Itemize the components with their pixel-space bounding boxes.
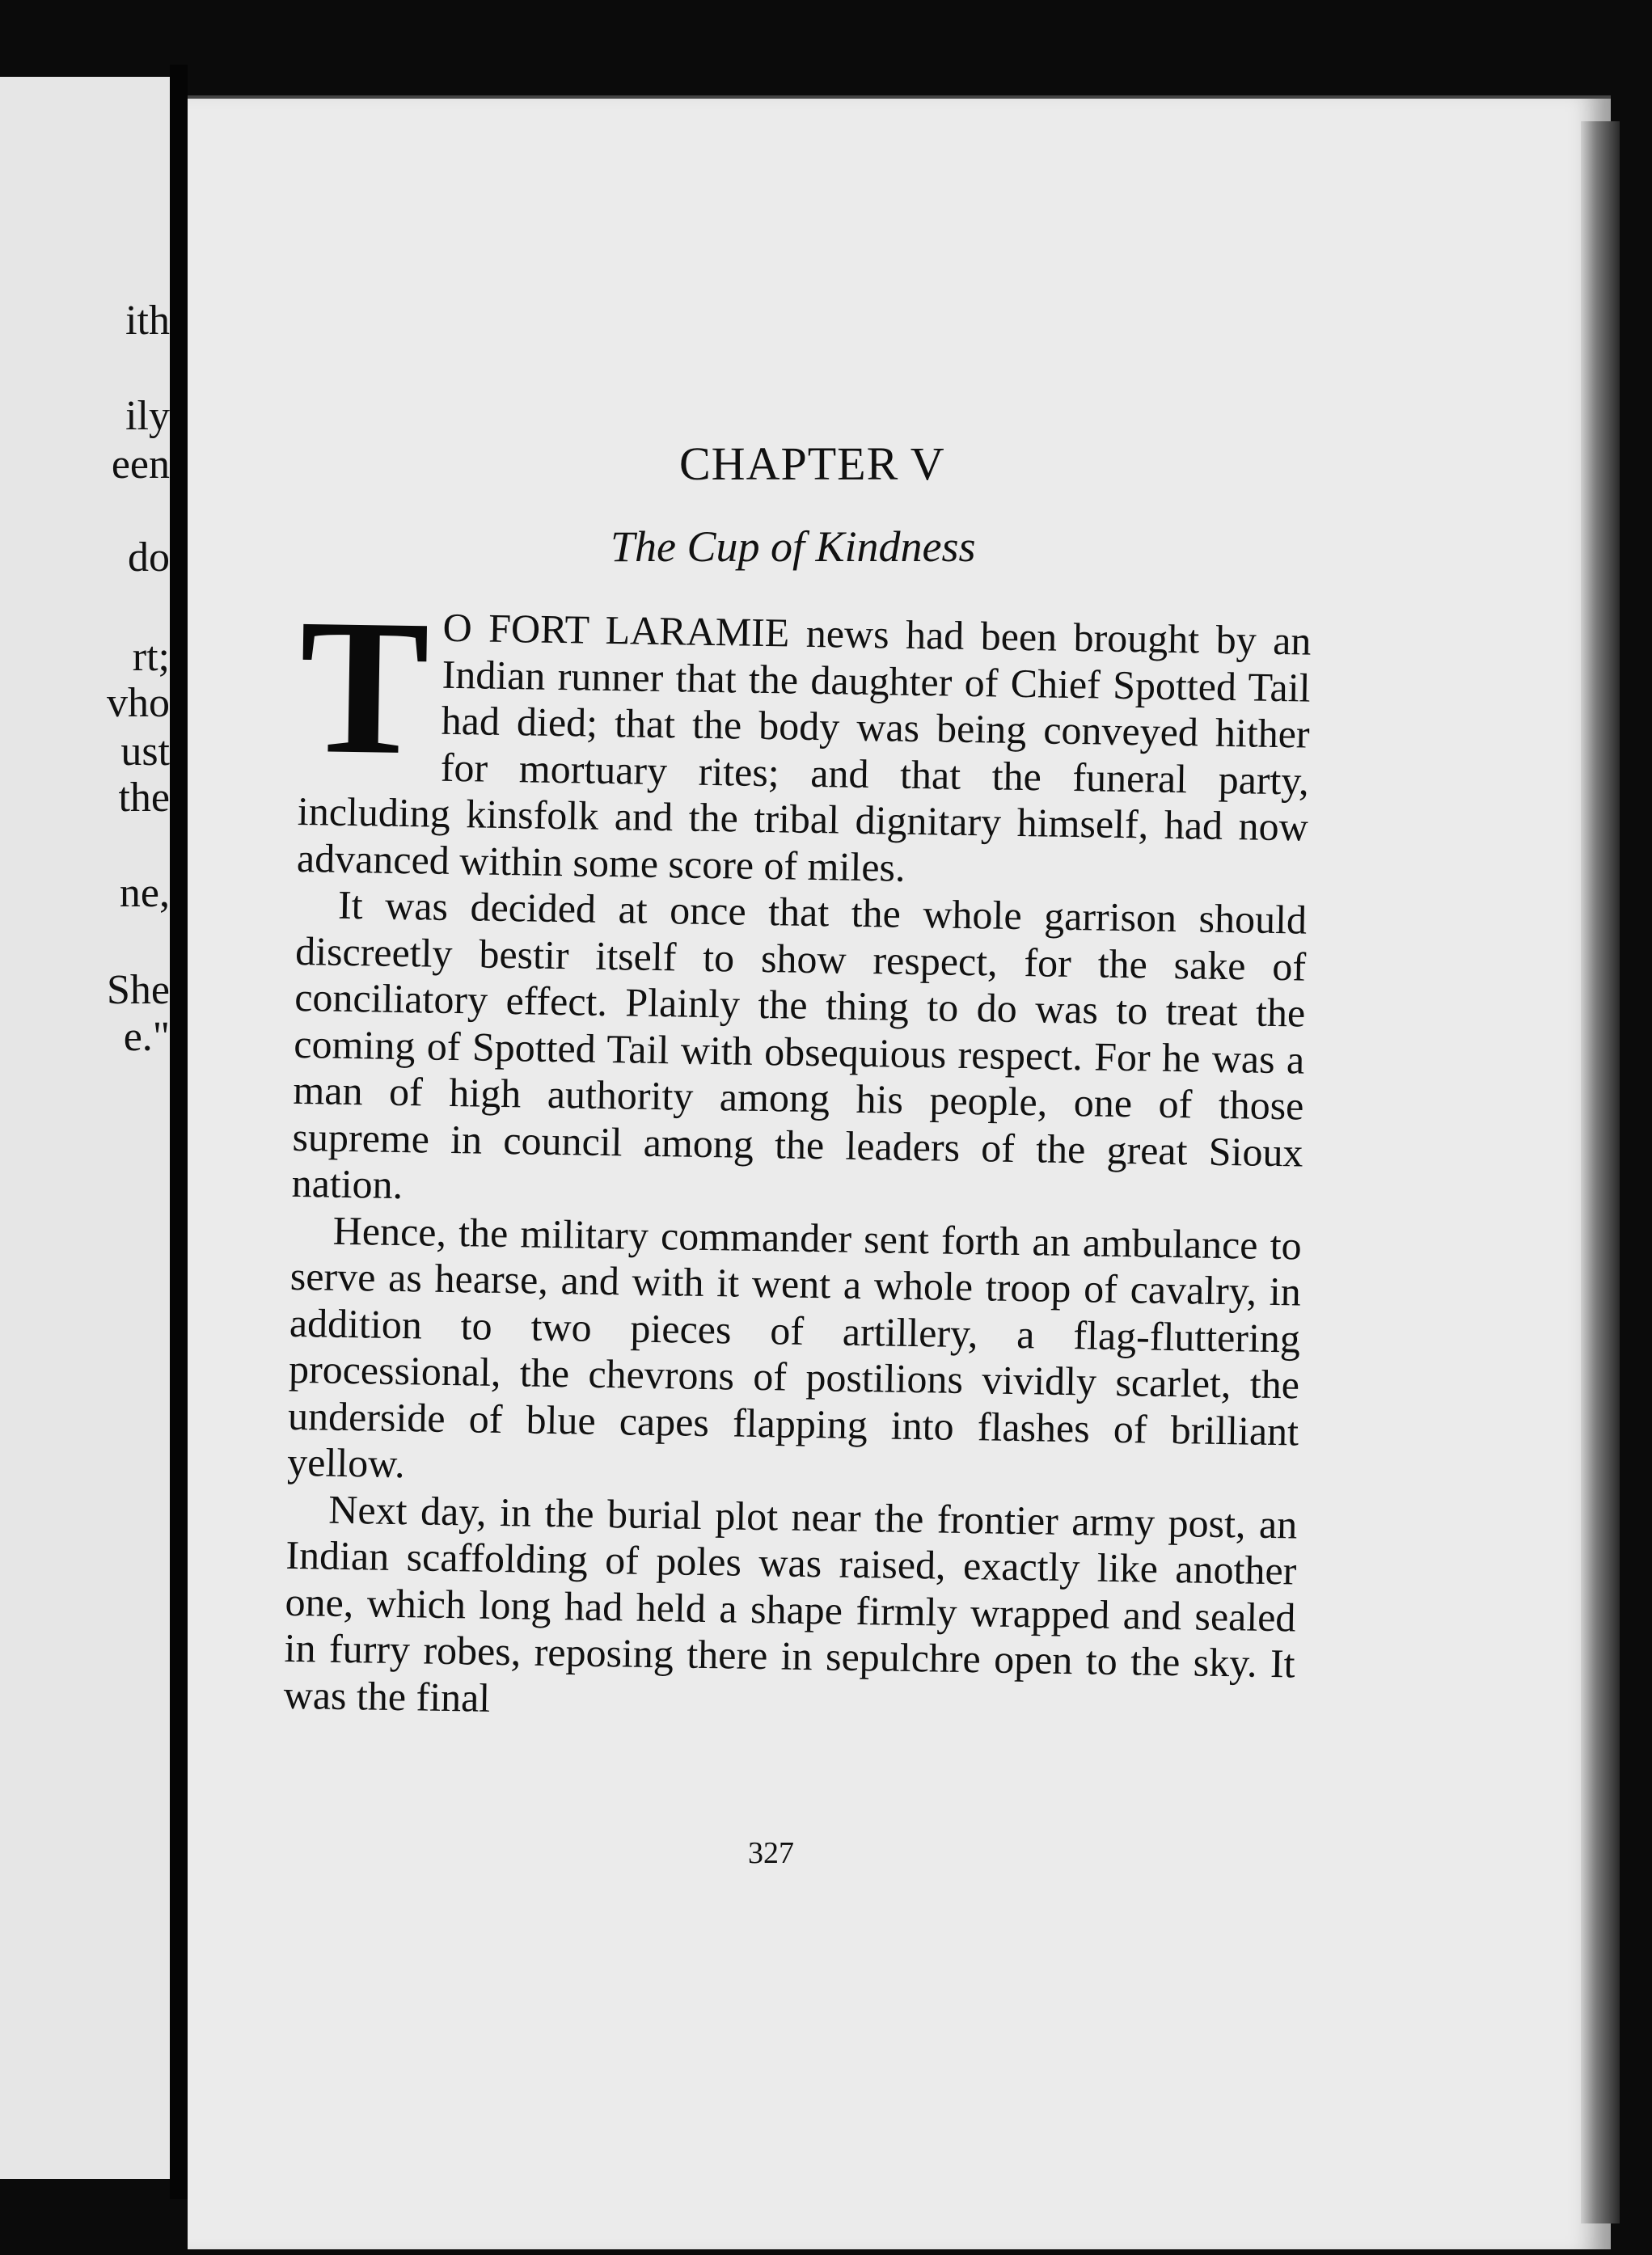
left-page-fragment: ily (125, 393, 170, 439)
left-page-fragment: e." (123, 1014, 170, 1060)
left-facing-page (0, 77, 170, 2179)
book-gutter (170, 65, 188, 2199)
drop-cap: T (298, 578, 431, 796)
chapter-heading: CHAPTER V (679, 437, 945, 490)
left-page-fragment: She (107, 967, 170, 1013)
page-edge (1581, 121, 1620, 2223)
left-page-fragment: ith (125, 298, 170, 344)
paragraph: It was decided at once that the whole garrison should discreetly bestir itself to show respect, for the sake of conciliatory effect. Plainly the thing to do was to treat the coming of Spotted Tail with obsequious respect. For he was a man of high authority among his people, one of those supreme in council among the leaders of the great Sioux nation. (291, 881, 1308, 1208)
left-page-fragment: een (111, 441, 170, 488)
left-page-fragment: rt; (132, 634, 170, 680)
paragraph (296, 578, 1312, 897)
paragraph: Hence, the military commander sent forth an ambulance to serve as hearse, and with it went a whole troop of cavalry, in addition to two pieces of artillery, a flag-fluttering processional, the chevrons of postilions vividly scarlet, the underside of blue capes flapping into flashes of brilliant yellow. (286, 1207, 1303, 1487)
paragraph-text: O FORT LARAMIE news had been brought by an Indian runner that the daughter of Chief Spotted Tail had died; that the body was being conveyed hither for mortuary rites; and that the funeral party, including kinsfolk and the tribal dignitary himself, had now advanced within some score of miles. (296, 604, 1312, 890)
left-page-fragment: the (118, 775, 170, 821)
left-page-fragment: ust (120, 728, 170, 775)
paragraph: Next day, in the burial plot near the frontier army post, an Indian scaffolding of poles was raised, exactly like another one, which long had held a shape firmly wrapped and sealed in furry robes, reposing there in sepulchre open to the sky. It was the final (283, 1486, 1298, 1721)
left-page-fragment: ne, (119, 870, 170, 916)
left-page-fragment: vho (107, 680, 170, 726)
chapter-body (283, 578, 1312, 1733)
chapter-title: The Cup of Kindness (611, 522, 976, 571)
left-page-fragment: do (128, 534, 170, 581)
page-number: 327 (748, 1836, 794, 1870)
